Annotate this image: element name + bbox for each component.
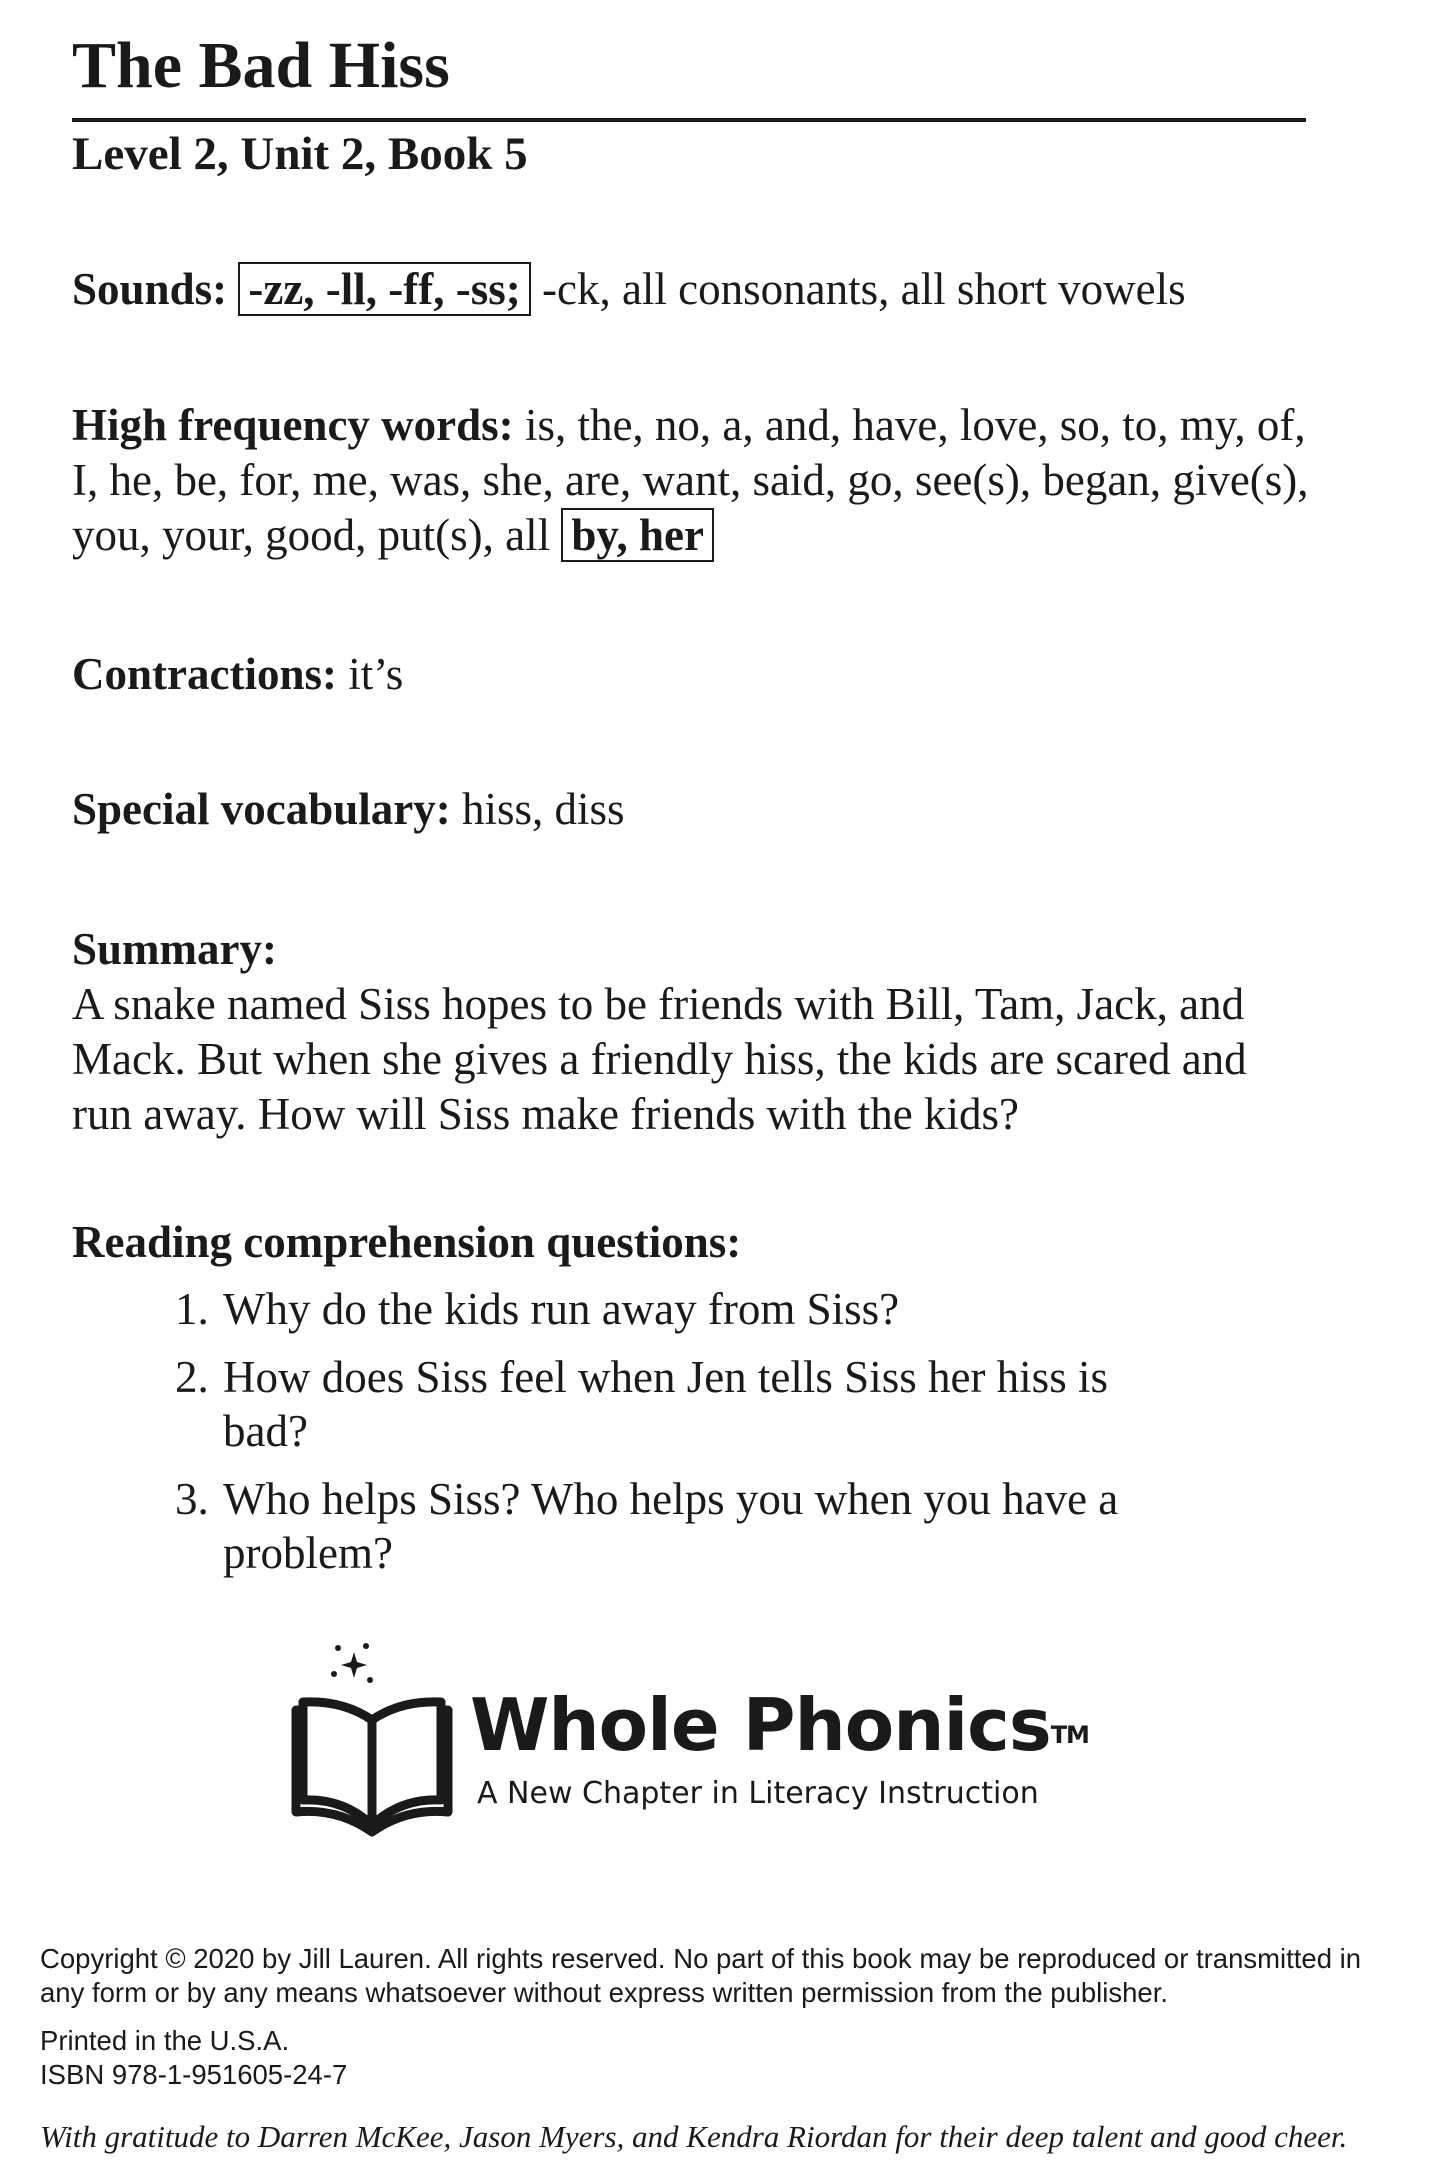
question-number: 1.: [175, 1284, 209, 1334]
question-item: [175, 1472, 1123, 1580]
question-item: [175, 1282, 1203, 1336]
sounds-review: -ck, all consonants, all short vowels: [541, 264, 1186, 314]
question-number: 3.: [175, 1474, 209, 1524]
isbn: ISBN 978-1-951605-24-7: [40, 2059, 348, 2090]
question-text: Who helps Siss? Who helps you when you have a problem?: [223, 1474, 1119, 1578]
print-info: [40, 2024, 1400, 2092]
summary-text: A snake named Siss hopes to be friends with Bill, Tam, Jack, and Mack. But when she gives a friendly hiss, the kids are scared and run away. How will Siss make friends with the kids?: [72, 979, 1247, 1139]
contractions-words: it’s: [348, 649, 404, 699]
book-title: The Bad Hiss: [72, 29, 450, 102]
question-list: [72, 1282, 1332, 1580]
sounds-label: Sounds:: [72, 264, 228, 314]
high-frequency-new-words: by, her: [561, 508, 714, 562]
vocabulary-section: [72, 782, 1332, 837]
high-frequency-section: [72, 398, 1332, 563]
brand-name: [470, 1680, 1089, 1770]
title-divider: [72, 118, 1306, 122]
printed-in: Printed in the U.S.A.: [40, 2025, 290, 2056]
vocabulary-label: Special vocabulary:: [72, 784, 451, 834]
contractions-section: [72, 647, 1332, 702]
sparkle-icon: [331, 1643, 373, 1683]
question-text: Why do the kids run away from Siss?: [223, 1284, 900, 1334]
brand-name-text: Whole Phonics: [470, 1683, 1051, 1767]
summary-label: Summary:: [72, 924, 277, 974]
comprehension-section: [72, 1215, 1332, 1594]
question-item: [175, 1350, 1203, 1458]
sounds-section: [72, 262, 1332, 317]
question-text: How does Siss feel when Jen tells Siss her hiss is bad?: [223, 1352, 1108, 1456]
brand-tagline: A New Chapter in Literacy Instruction: [477, 1776, 1039, 1811]
copyright-notice: Copyright © 2020 by Jill Lauren. All rights reserved. No part of this book may be reproduced or transmitted in any form or by any means whatsoever without express written permission from the publisher.: [40, 1943, 1362, 2008]
question-number: 2.: [175, 1352, 209, 1402]
high-frequency-words: is, the, no, a, and, have, love, so, to, my, of, I, he, be, for, me, was, she, are, want, said, go, see(s), began, give(s), you, your, good, put(s), all: [72, 400, 1309, 560]
comprehension-label: Reading comprehension questions:: [72, 1217, 742, 1267]
high-frequency-label: High frequency words:: [72, 400, 514, 450]
summary-section: [72, 922, 1332, 1142]
vocabulary-words: hiss, diss: [462, 784, 625, 834]
sounds-new-focus: -zz, -ll, -ff, -ss;: [238, 262, 530, 316]
book-level: Level 2, Unit 2, Book 5: [72, 128, 528, 180]
trademark-mark: TM: [1050, 1721, 1089, 1749]
contractions-label: Contractions:: [72, 649, 337, 699]
acknowledgement: With gratitude to Darren McKee, Jason Myers, and Kendra Riordan for their deep talent and good cheer.: [40, 2119, 1348, 2154]
